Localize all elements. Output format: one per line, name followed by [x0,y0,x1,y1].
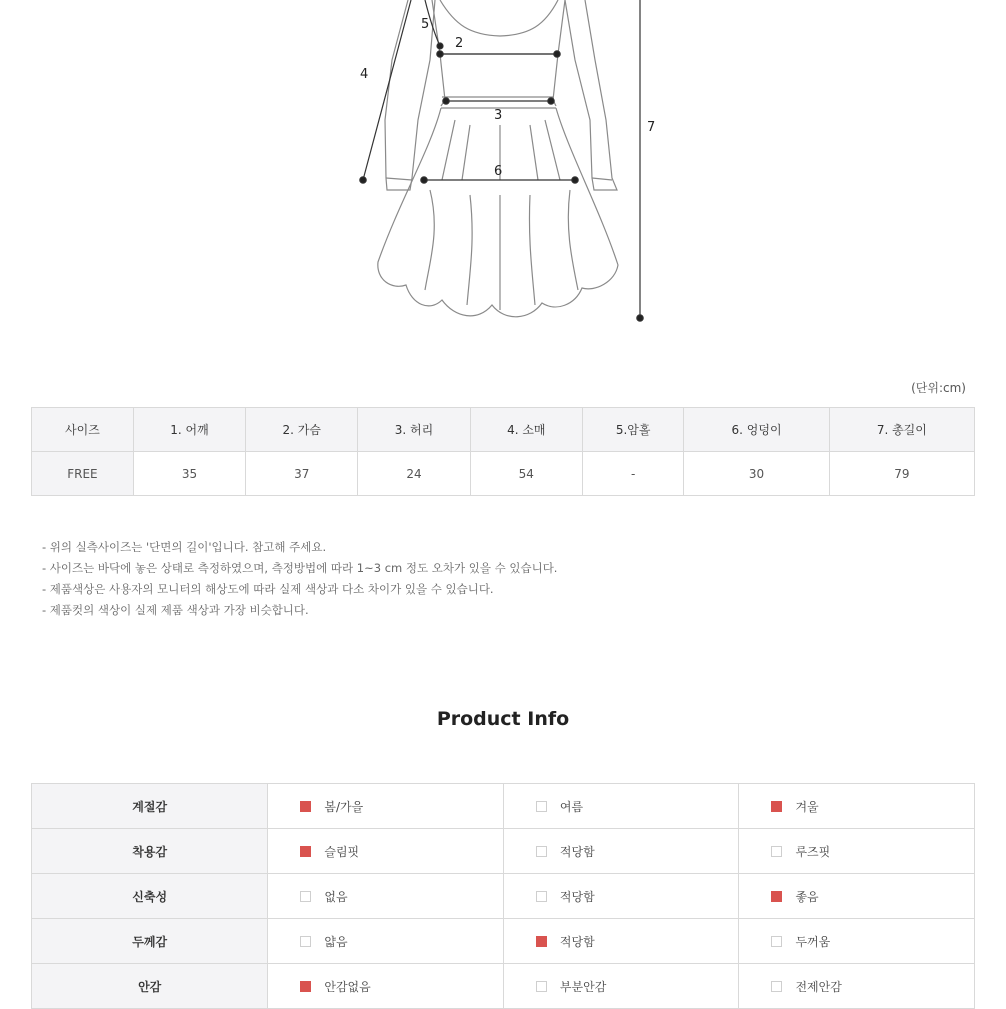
label-2: 2 [455,36,464,51]
attribute-label: 신축성 [32,874,268,919]
unit-label: (단위:cm) [911,381,966,395]
note-line: - 위의 실측사이즈는 '단면의 길이'입니다. 참고해 주세요. [42,540,327,554]
note-line: - 제품컷의 색상이 실제 제품 색상과 가장 비슷합니다. [42,603,309,617]
checked-box-icon [300,801,311,812]
table-row [32,919,975,964]
option-label: 적당함 [559,934,595,949]
header-cell: 3. 허리 [358,408,470,452]
checked-box-icon [771,801,782,812]
header-cell: 2. 가슴 [246,408,358,452]
option-label: 없음 [324,889,348,904]
option-cell [503,964,739,1009]
size-table [31,407,975,496]
unchecked-box-icon [536,846,547,857]
option-cell [739,919,975,964]
checked-box-icon [300,981,311,992]
label-3: 3 [494,108,503,123]
option-label: 안감없음 [324,979,371,994]
option-cell [503,919,739,964]
unchecked-box-icon [771,936,782,947]
value-cell: 30 [684,452,829,496]
label-7: 7 [647,120,656,135]
header-cell: 7. 총길이 [829,408,974,452]
value-cell: - [582,452,683,496]
option-label: 여름 [559,799,584,814]
table-row [32,784,975,829]
unchecked-box-icon [771,846,782,857]
header-cell: 1. 어깨 [133,408,245,452]
notes [42,537,557,621]
value-cell: 24 [358,452,470,496]
option-label: 슬림핏 [324,844,360,859]
header-cell: 5.암홀 [582,408,683,452]
option-cell [268,874,504,919]
value-cell: 79 [829,452,974,496]
table-row [32,452,975,496]
unchecked-box-icon [771,981,782,992]
option-cell [739,964,975,1009]
product-info-table [31,783,975,1009]
option-label: 좋음 [795,889,819,904]
table-row [32,964,975,1009]
option-cell [503,829,739,874]
checked-box-icon [536,936,547,947]
option-cell [268,919,504,964]
label-4: 4 [360,67,369,82]
note-line: - 제품색상은 사용자의 모니터의 해상도에 따라 실제 색상과 다소 차이가 있을 수 있습니다. [42,582,494,596]
header-cell: 사이즈 [32,408,134,452]
option-cell [739,874,975,919]
option-label: 봄/가을 [324,799,364,814]
unchecked-box-icon [536,891,547,902]
label-6: 6 [494,164,503,179]
option-cell [268,829,504,874]
checked-box-icon [300,846,311,857]
option-label: 적당함 [559,889,595,904]
size-table-header [32,408,975,452]
label-5: 5 [421,17,430,32]
option-cell [268,964,504,1009]
table-row [32,874,975,919]
option-cell [739,829,975,874]
attribute-label: 안감 [32,964,268,1009]
attribute-label: 착용감 [32,829,268,874]
option-label: 루즈핏 [795,844,831,859]
value-cell: 37 [246,452,358,496]
unchecked-box-icon [536,801,547,812]
value-cell: 35 [133,452,245,496]
unchecked-box-icon [536,981,547,992]
option-cell [739,784,975,829]
option-label: 부분안감 [559,979,607,994]
unchecked-box-icon [300,936,311,947]
option-cell [503,874,739,919]
header-cell: 6. 엉덩이 [684,408,829,452]
option-label: 전제안감 [795,979,842,994]
checked-box-icon [771,891,782,902]
option-label: 겨울 [795,799,819,814]
option-label: 적당함 [559,844,595,859]
attribute-label: 두께감 [32,919,268,964]
note-line: - 사이즈는 바닥에 놓은 상태로 측정하였으며, 측정방법에 따라 1~3 cm 정도 오차가 있을 수 있습니다. [42,561,558,575]
product-info-title: Product Info [436,708,570,730]
dress-measurement-diagram [0,0,1006,340]
unchecked-box-icon [300,891,311,902]
size-cell: FREE [32,452,134,496]
option-cell [503,784,739,829]
attribute-label: 계절감 [32,784,268,829]
value-cell: 54 [470,452,582,496]
option-label: 두꺼움 [795,934,831,949]
table-row [32,829,975,874]
option-label: 얇음 [324,934,348,949]
header-cell: 4. 소매 [470,408,582,452]
option-cell [268,784,504,829]
